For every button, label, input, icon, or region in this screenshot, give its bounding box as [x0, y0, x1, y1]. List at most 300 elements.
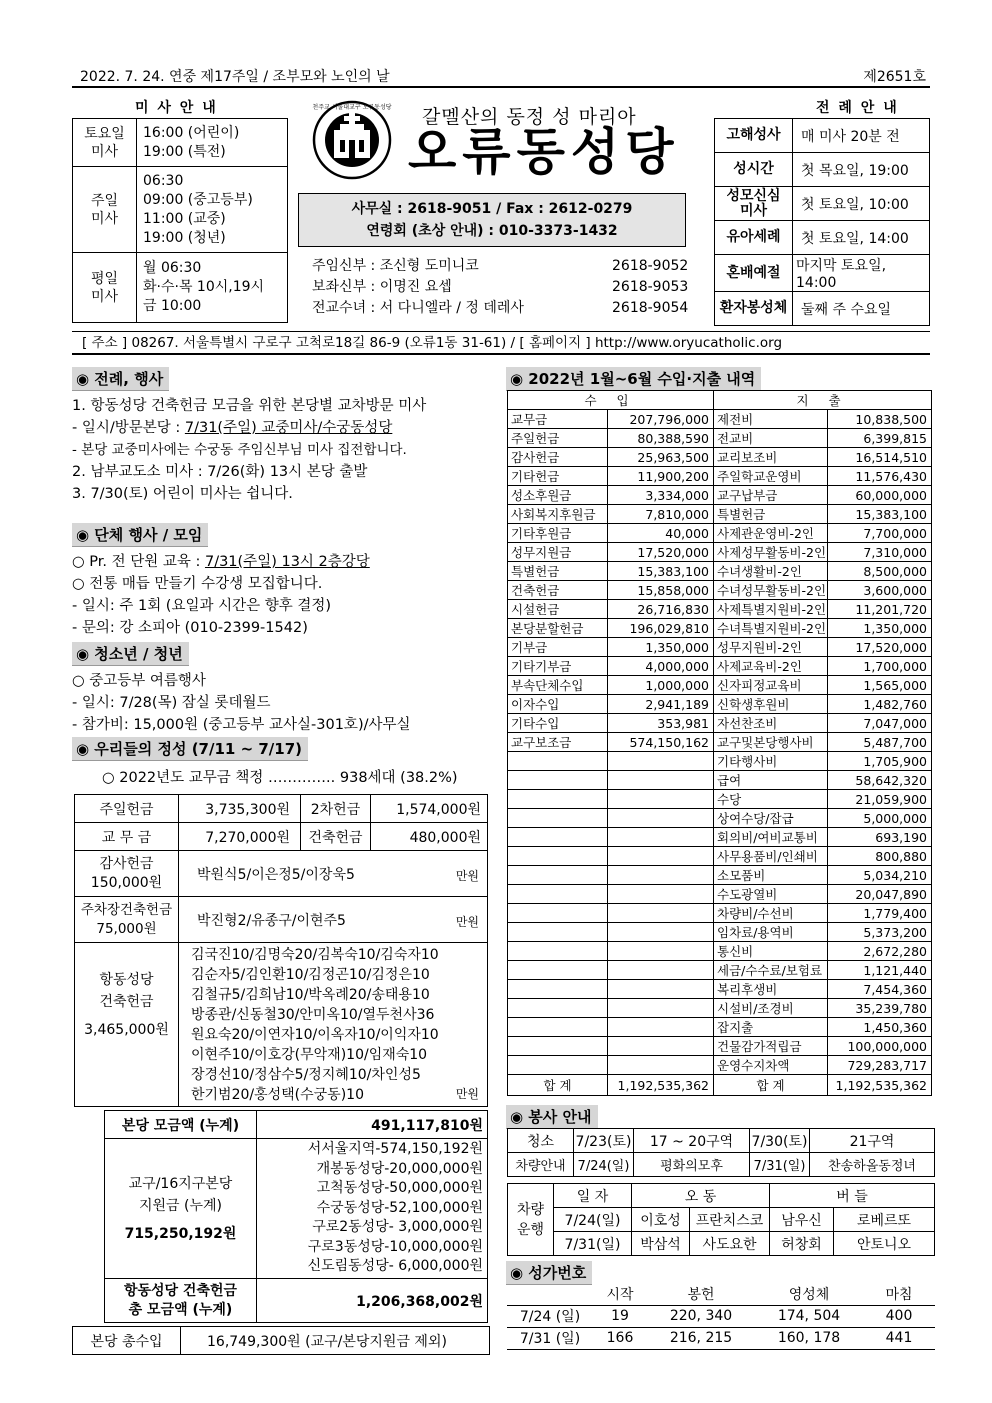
hymn-number: 174, 504: [755, 1305, 863, 1327]
hymn-number: 166: [593, 1327, 647, 1349]
income-amount: 207,796,000: [608, 410, 714, 429]
income-item: 성무지원금: [508, 543, 608, 562]
event-line: 2. 남부교도소 미사 : 7/26(화) 13시 본당 출발: [72, 464, 368, 480]
expense-item: 세금/수수료/보험료: [714, 961, 828, 980]
offering-label: 주일헌금: [75, 795, 179, 823]
expense-item: 교구납부금: [714, 486, 828, 505]
expense-amount: 20,047,890: [828, 885, 932, 904]
income-amount: [608, 866, 714, 885]
events-title: ◉ 전례, 행사: [72, 367, 169, 391]
finance-row: [508, 980, 932, 999]
finance-row: [508, 828, 932, 847]
income-item: [508, 752, 608, 771]
finance-row: [508, 999, 932, 1018]
income-amount: [608, 1056, 714, 1075]
expense-amount: 10,838,500: [828, 410, 932, 429]
offering-label: 교 무 금: [75, 823, 179, 851]
expense-amount: 8,500,000: [828, 562, 932, 581]
finance-total-row: [508, 1075, 932, 1096]
bulletin-header: [72, 62, 930, 88]
hymns-table: [507, 1283, 935, 1350]
finance-row: [508, 619, 932, 638]
income-item: [508, 771, 608, 790]
expense-amount: 6,399,815: [828, 429, 932, 448]
hymn-header: 마침: [863, 1283, 935, 1305]
income-item: 특별헌금: [508, 562, 608, 581]
expense-amount: 5,000,000: [828, 809, 932, 828]
income-total-table: [72, 1326, 490, 1355]
income-amount: [608, 980, 714, 999]
hymn-header: 영성체: [755, 1283, 863, 1305]
offering-value: 3,735,300원: [179, 795, 301, 823]
finance-row: [508, 524, 932, 543]
expense-amount: 693,190: [828, 828, 932, 847]
event-line: - 본당 교중미사에는 수궁동 주임신부님 미사 집전합니다.: [72, 442, 407, 458]
groups-section: [72, 523, 492, 639]
liturgy-label: 환자봉성체: [715, 292, 793, 326]
parish-name: 오류동성당: [408, 123, 680, 181]
hymn-number: 220, 340: [647, 1305, 755, 1327]
income-amount: [608, 923, 714, 942]
office-line: 사무실 : 2618-9051 / Fax : 2612-0279: [351, 201, 633, 217]
income-label: 본당 총수입: [73, 1327, 181, 1355]
income-item: 기타후원금: [508, 524, 608, 543]
income-header: 수 입: [508, 391, 714, 410]
finance-row: [508, 1056, 932, 1075]
liturgy-value: 둘째 주 수요일: [793, 292, 930, 326]
income-item: [508, 999, 608, 1018]
driving-name: 허창회: [770, 1232, 834, 1256]
expense-item: 수도광열비: [714, 885, 828, 904]
income-amount: 2,941,189: [608, 695, 714, 714]
finance-row: [508, 581, 932, 600]
liturgy-table: [714, 118, 930, 326]
parish-seal-icon: [304, 100, 400, 180]
expense-amount: 35,239,780: [828, 999, 932, 1018]
parish-total-label: 본당 모금액 (누계): [105, 1111, 257, 1139]
income-amount: 11,900,200: [608, 467, 714, 486]
expense-item: 교구및본당행사비: [714, 733, 828, 752]
expense-amount: 729,283,717: [828, 1056, 932, 1075]
finance-row: [508, 771, 932, 790]
liturgy-label: 혼배예절: [715, 255, 793, 292]
income-item: 주일헌금: [508, 429, 608, 448]
expense-item: 사제관운영비-2인: [714, 524, 828, 543]
driving-label: 차량 운행: [508, 1184, 554, 1256]
expense-item: 사제교육비-2인: [714, 657, 828, 676]
income-amount: 17,520,000: [608, 543, 714, 562]
expense-item: 수녀특별지원비-2인: [714, 619, 828, 638]
event-line: - 일시/방문본당 : 7/31(주일) 교중미사/수궁동성당: [72, 420, 393, 436]
thanks-label: 감사헌금 150,000원: [75, 851, 179, 897]
income-item: 교구보조금: [508, 733, 608, 752]
hymn-date: 7/24 (일): [507, 1305, 593, 1327]
income-item: [508, 1018, 608, 1037]
event-line: 1. 항동성당 건축헌금 모금을 위한 본당별 교차방문 미사: [72, 398, 427, 414]
expense-item: 운영수지차액: [714, 1056, 828, 1075]
driving-name: 프란치스코: [690, 1208, 770, 1232]
youth-line: - 일시: 7/28(목) 잠실 롯데월드: [72, 695, 271, 711]
mass-title: 미 사 안 내: [135, 100, 218, 116]
income-item: [508, 1056, 608, 1075]
income-item: 기타기부금: [508, 657, 608, 676]
expense-amount: 3,600,000: [828, 581, 932, 600]
service-date: 7/30(토): [750, 1129, 810, 1153]
income-amount: 1,350,000: [608, 638, 714, 657]
finance-row: [508, 904, 932, 923]
income-item: [508, 904, 608, 923]
finance-table: [507, 390, 932, 1096]
expense-amount: 1,700,000: [828, 657, 932, 676]
expense-total-value: 1,192,535,362: [828, 1075, 932, 1096]
income-item: 시설헌금: [508, 600, 608, 619]
expense-item: 주일학교운영비: [714, 467, 828, 486]
driving-table: [507, 1183, 935, 1256]
income-item: 기타수입: [508, 714, 608, 733]
expense-amount: 1,121,440: [828, 961, 932, 980]
support-label: 교구/16지구본당 지원금 (누계) 715,250,192원: [105, 1139, 257, 1279]
mass-label: 토요일 미사: [73, 119, 137, 167]
service-value: 평화의모후: [634, 1153, 750, 1177]
liturgy-value: 매 미사 20분 전: [793, 119, 930, 153]
finance-row: [508, 961, 932, 980]
expense-amount: 1,565,000: [828, 676, 932, 695]
hymns-title: ◉ 성가번호: [506, 1261, 592, 1285]
expense-item: 전교비: [714, 429, 828, 448]
driving-header: 일 자: [554, 1184, 632, 1208]
expense-amount: 16,514,510: [828, 448, 932, 467]
offering-table: [74, 794, 488, 1107]
expense-item: 제전비: [714, 410, 828, 429]
liturgy-label: 성모신심 미사: [715, 187, 793, 221]
income-amount: 1,000,000: [608, 676, 714, 695]
hymn-number: 400: [863, 1305, 935, 1327]
mass-times: 월 06:30 화·수·목 10시,19시 금 10:00: [137, 253, 288, 323]
service-value: 21구역: [810, 1129, 935, 1153]
expense-amount: 7,454,360: [828, 980, 932, 999]
income-amount: 25,963,500: [608, 448, 714, 467]
finance-row: [508, 543, 932, 562]
expense-item: 소모품비: [714, 866, 828, 885]
driving-name: 사도요한: [690, 1232, 770, 1256]
group-line: - 문의: 강 소피아 (010-2399-1542): [72, 620, 308, 636]
expense-item: 건물감가적립금: [714, 1037, 828, 1056]
driving-name: 남우신: [770, 1208, 834, 1232]
service-date: 7/23(토): [574, 1129, 634, 1153]
finance-row: [508, 733, 932, 752]
income-item: [508, 828, 608, 847]
income-item: 성소후원금: [508, 486, 608, 505]
youth-title: ◉ 청소년 / 청년: [72, 642, 189, 666]
expense-item: 회의비/여비교통비: [714, 828, 828, 847]
mass-times: 06:30 09:00 (중고등부) 11:00 (교중) 19:00 (청년): [137, 167, 288, 253]
expense-item: 신자피정교육비: [714, 676, 828, 695]
offering-label: 2차헌금: [301, 795, 371, 823]
thanks-names: 박원식5/이은정5/이장욱5 만원: [179, 851, 488, 897]
youth-line: - 참가비: 15,000원 (중고등부 교사실-301호)/사무실: [72, 717, 411, 733]
income-amount: [608, 999, 714, 1018]
expense-amount: 17,520,000: [828, 638, 932, 657]
service-label: 청소: [508, 1129, 574, 1153]
groups-title: ◉ 단체 행사 / 모임: [72, 523, 208, 547]
issue-number: 제2651호: [863, 69, 926, 85]
income-item: [508, 790, 608, 809]
expense-item: 성무지원비-2인: [714, 638, 828, 657]
staff-list: [312, 256, 688, 319]
service-date: 7/31(일): [750, 1153, 810, 1177]
income-amount: [608, 809, 714, 828]
finance-row: [508, 942, 932, 961]
finance-row: [508, 809, 932, 828]
expense-item: 특별헌금: [714, 505, 828, 524]
expense-amount: 1,705,900: [828, 752, 932, 771]
hymn-number: 19: [593, 1305, 647, 1327]
finance-row: [508, 486, 932, 505]
expense-header: 지 출: [714, 391, 932, 410]
expense-total-label: 합 계: [714, 1075, 828, 1096]
income-item: 감사헌금: [508, 448, 608, 467]
expense-amount: 5,487,700: [828, 733, 932, 752]
finance-title: ◉ 2022년 1월~6월 수입·지출 내역: [506, 367, 761, 391]
income-item: [508, 980, 608, 999]
expense-item: 사무용품비/인쇄비: [714, 847, 828, 866]
income-amount: [608, 904, 714, 923]
income-item: 건축헌금: [508, 581, 608, 600]
driving-name: 이호성: [632, 1208, 690, 1232]
expense-item: 수녀생활비-2인: [714, 562, 828, 581]
income-amount: 15,383,100: [608, 562, 714, 581]
expense-amount: 800,880: [828, 847, 932, 866]
group-line: ○ Pr. 전 단원 교육 : 7/31(주일) 13시 2층강당: [72, 554, 370, 570]
parking-label: 주차장건축헌금 75,000원: [75, 897, 179, 943]
finance-row: [508, 410, 932, 429]
income-amount: [608, 885, 714, 904]
finance-row: [508, 923, 932, 942]
expense-item: 복리후생비: [714, 980, 828, 999]
income-amount: 196,029,810: [608, 619, 714, 638]
expense-amount: 5,373,200: [828, 923, 932, 942]
mass-times: 16:00 (어린이) 19:00 (특전): [137, 119, 288, 167]
expense-item: 상여수당/잡급: [714, 809, 828, 828]
expense-item: 잡지출: [714, 1018, 828, 1037]
liturgy-label: 고해성사: [715, 119, 793, 153]
parish-total-value: 491,117,810원: [257, 1111, 488, 1139]
expense-amount: 1,779,400: [828, 904, 932, 923]
expense-amount: 1,482,760: [828, 695, 932, 714]
youth-section: [72, 642, 492, 736]
office-contact-box: [298, 193, 686, 247]
finance-row: [508, 866, 932, 885]
finance-row: [508, 562, 932, 581]
income-amount: 4,000,000: [608, 657, 714, 676]
staff-item: 보좌신부 : 이명진 요셉 2618-9053: [312, 279, 689, 295]
offering-section: [72, 737, 492, 789]
hymn-header: 시작: [593, 1283, 647, 1305]
expense-item: 통신비: [714, 942, 828, 961]
staff-item: 전교수녀 : 서 다니엘라 / 정 데레사 2618-9054: [312, 300, 689, 316]
expense-amount: 5,034,210: [828, 866, 932, 885]
grand-total-value: 1,206,368,002원: [257, 1279, 488, 1323]
income-item: [508, 923, 608, 942]
hymn-number: 160, 178: [755, 1327, 863, 1349]
income-item: 교무금: [508, 410, 608, 429]
service-title: ◉ 봉사 안내: [506, 1105, 598, 1129]
hangdong-label: 항동성당 건축헌금 3,465,000원: [75, 943, 179, 1107]
income-amount: 26,716,830: [608, 600, 714, 619]
income-item: [508, 866, 608, 885]
mass-schedule-table: [72, 118, 288, 323]
date-line: 2022. 7. 24. 연중 제17주일 / 조부모와 노인의 날: [80, 69, 390, 85]
expense-item: 신학생후원비: [714, 695, 828, 714]
finance-row: [508, 1037, 932, 1056]
finance-row: [508, 676, 932, 695]
income-amount: 15,858,000: [608, 581, 714, 600]
mass-label: 주일 미사: [73, 167, 137, 253]
expense-amount: 15,383,100: [828, 505, 932, 524]
finance-row: [508, 600, 932, 619]
driving-date: 7/31(일): [554, 1232, 632, 1256]
finance-row: [508, 505, 932, 524]
expense-amount: 7,310,000: [828, 543, 932, 562]
expense-item: 자선찬조비: [714, 714, 828, 733]
driving-header: 오 동: [632, 1184, 770, 1208]
group-line: - 일시: 주 1회 (요일과 시간은 향후 결정): [72, 598, 332, 614]
income-item: [508, 1037, 608, 1056]
income-item: 이자수입: [508, 695, 608, 714]
event-line: 3. 7/30(토) 어린이 미사는 쉽니다.: [72, 486, 293, 502]
income-amount: 7,810,000: [608, 505, 714, 524]
income-value: 16,749,300원 (교구/본당지원금 제외): [181, 1327, 490, 1355]
expense-amount: 11,576,430: [828, 467, 932, 486]
finance-row: [508, 752, 932, 771]
offering-value: 1,574,000원: [371, 795, 488, 823]
expense-amount: 100,000,000: [828, 1037, 932, 1056]
offering-value: 7,270,000원: [179, 823, 301, 851]
income-amount: [608, 1037, 714, 1056]
finance-row: [508, 714, 932, 733]
finance-row: [508, 847, 932, 866]
expense-item: 급여: [714, 771, 828, 790]
driving-name: 로베르또: [834, 1208, 935, 1232]
hymn-date: 7/31 (일): [507, 1327, 593, 1349]
seal-text: 천주교 서울대교구 오류동성당: [312, 104, 392, 111]
finance-row: [508, 1018, 932, 1037]
liturgy-value: 첫 토요일, 10:00: [793, 187, 930, 221]
income-amount: [608, 790, 714, 809]
income-amount: 40,000: [608, 524, 714, 543]
address-line: [ 주소 ] 08267. 서울특별시 구로구 고척로18길 86-9 (오류1동 31-61) / [ 홈페이지 ] http://www.oryucatholic.org: [72, 331, 930, 355]
expense-amount: 60,000,000: [828, 486, 932, 505]
events-section: [72, 367, 492, 505]
finance-row: [508, 638, 932, 657]
finance-row: [508, 448, 932, 467]
hymn-number: 216, 215: [647, 1327, 755, 1349]
staff-item: 주임신부 : 조신형 도미니코 2618-9052: [312, 258, 689, 274]
finance-row: [508, 790, 932, 809]
expense-amount: 1,350,000: [828, 619, 932, 638]
parking-names: 박진형2/유종구/이현주5 만원: [179, 897, 488, 943]
hangdong-names: 김국진10/김명숙20/김복숙10/김숙자10 김순자5/김인환10/김정곤10/김정은10 김철규5/김희남10/박옥례20/송태용10 방종관/신동철30/안미옥10/열두천사36 원요숙20/이연자10/이옥자10/이익자10 이현주10/이호강(무악재)10/임재숙10 장경선10/정삼수5/정지혜10/차인성5 한기범20/홍성택(수궁동)10 만원: [179, 943, 488, 1107]
parish-subtitle: 갈멜산의 동정 성 마리아: [422, 106, 637, 128]
income-amount: 353,981: [608, 714, 714, 733]
offering-title: ◉ 우리들의 정성 (7/11 ~ 7/17): [72, 737, 308, 761]
finance-row: [508, 429, 932, 448]
group-line: ○ 전통 매듭 만들기 수강생 모집합니다.: [72, 576, 323, 592]
income-total-value: 1,192,535,362: [608, 1075, 714, 1096]
liturgy-value: 첫 토요일, 14:00: [793, 221, 930, 255]
service-label: 차량안내: [508, 1153, 574, 1177]
funeral-line: 연령회 (초상 안내) : 010-3373-1432: [366, 223, 618, 239]
expense-amount: 11,201,720: [828, 600, 932, 619]
expense-item: 임차료/용역비: [714, 923, 828, 942]
liturgy-value: 마지막 토요일, 14:00: [793, 255, 930, 292]
youth-line: ○ 중고등부 여름행사: [72, 673, 206, 689]
finance-row: [508, 467, 932, 486]
service-table: [507, 1128, 935, 1177]
income-item: [508, 961, 608, 980]
dues-line: ○ 2022년도 교무금 책정 ………….. 938세대 (38.2%): [102, 770, 458, 786]
income-item: 사회복지후원금: [508, 505, 608, 524]
driving-date: 7/24(일): [554, 1208, 632, 1232]
offering-label: 건축헌금: [301, 823, 371, 851]
income-item: 기부금: [508, 638, 608, 657]
service-value: 17 ~ 20구역: [634, 1129, 750, 1153]
building-fund-table: [104, 1110, 488, 1323]
finance-row: [508, 885, 932, 904]
income-item: 본당분할헌금: [508, 619, 608, 638]
grand-total-label: 항동성당 건축헌금 총 모금액 (누계): [105, 1279, 257, 1323]
driving-name: 안토니오: [834, 1232, 935, 1256]
expense-item: 시설비/조경비: [714, 999, 828, 1018]
income-item: [508, 942, 608, 961]
income-item: [508, 847, 608, 866]
liturgy-label: 성시간: [715, 153, 793, 187]
income-amount: [608, 752, 714, 771]
income-amount: 3,334,000: [608, 486, 714, 505]
driving-header: 버 들: [770, 1184, 935, 1208]
expense-item: 수녀성무활동비-2인: [714, 581, 828, 600]
expense-item: 기타행사비: [714, 752, 828, 771]
income-item: 기타헌금: [508, 467, 608, 486]
service-date: 7/24(일): [574, 1153, 634, 1177]
expense-item: 사제특별지원비-2인: [714, 600, 828, 619]
income-item: [508, 809, 608, 828]
income-amount: [608, 847, 714, 866]
income-amount: [608, 961, 714, 980]
support-list: 서서울지역-574,150,192원 개봉동성당-20,000,000원 고척동성당-50,000,000원 수궁동성당-52,100,000원 구로2동성당- 3,000,000원 구로3동성당-10,000,000원 신도림동성당- 6,000,000원: [257, 1139, 488, 1279]
income-amount: [608, 942, 714, 961]
income-item: 부속단체수입: [508, 676, 608, 695]
offering-value: 480,000원: [371, 823, 488, 851]
liturgy-label: 유아세례: [715, 221, 793, 255]
expense-item: 교리보조비: [714, 448, 828, 467]
income-amount: 80,388,590: [608, 429, 714, 448]
expense-amount: 58,642,320: [828, 771, 932, 790]
expense-amount: 2,672,280: [828, 942, 932, 961]
driving-name: 박삼석: [632, 1232, 690, 1256]
expense-amount: 7,700,000: [828, 524, 932, 543]
expense-amount: 7,047,000: [828, 714, 932, 733]
income-amount: [608, 1018, 714, 1037]
hymn-number: 441: [863, 1327, 935, 1349]
finance-row: [508, 695, 932, 714]
finance-row: [508, 657, 932, 676]
liturgy-title: 전 례 안 내: [816, 100, 899, 116]
income-amount: [608, 771, 714, 790]
service-value: 찬송하올동정녀: [810, 1153, 935, 1177]
expense-item: 차량비/수선비: [714, 904, 828, 923]
income-amount: [608, 828, 714, 847]
